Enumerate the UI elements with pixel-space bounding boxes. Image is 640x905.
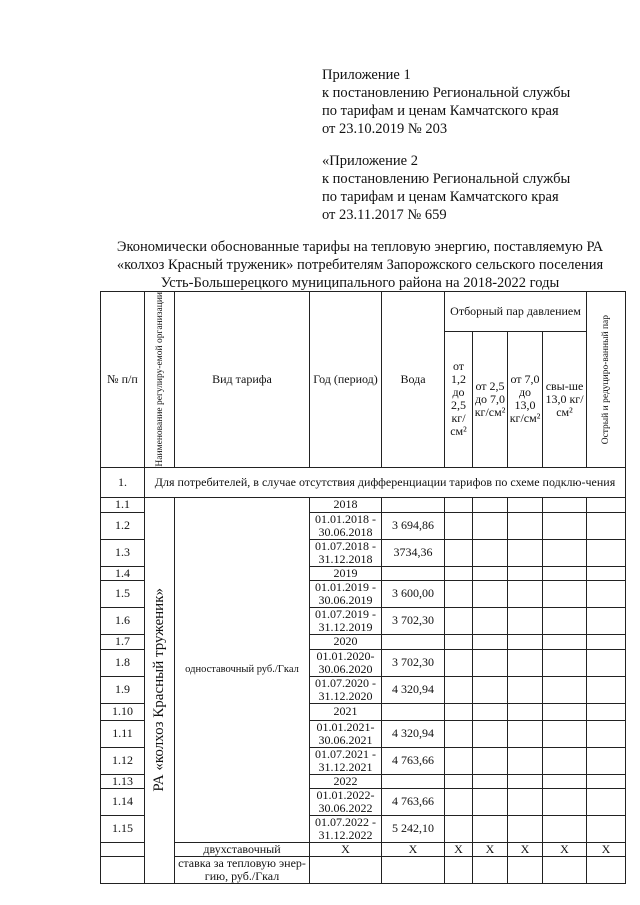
empty-cell [473, 747, 508, 774]
cross-mark: X [445, 842, 473, 856]
empty-cell [473, 607, 508, 634]
cross-mark: X [310, 842, 382, 856]
document-title [90, 238, 630, 292]
empty-cell [473, 539, 508, 566]
empty-cell [508, 649, 543, 676]
table-row [101, 497, 626, 512]
empty-cell [473, 774, 508, 788]
water-value [382, 774, 445, 788]
empty-cell [543, 703, 587, 720]
empty-cell [445, 539, 473, 566]
section-text: Для потребителей, в случае отсутствия дифференциации тарифов по схеме подклю-чения [145, 467, 626, 497]
empty-cell [101, 856, 145, 883]
empty-cell [543, 634, 587, 649]
water-value: 3 600,00 [382, 580, 445, 607]
empty-cell [445, 634, 473, 649]
cross-mark: X [473, 842, 508, 856]
empty-cell [587, 649, 626, 676]
water-value [382, 566, 445, 580]
row-number: 1.10 [101, 703, 145, 720]
cross-mark: X [587, 842, 626, 856]
empty-cell [310, 856, 382, 883]
period-cell: 01.01.2019 - 30.06.2019 [310, 580, 382, 607]
period-cell: 01.01.2020- 30.06.2020 [310, 649, 382, 676]
empty-cell [543, 747, 587, 774]
header-steam-group: Отборный пар давлением [445, 292, 587, 332]
empty-cell [445, 607, 473, 634]
heat-rate-row [101, 856, 626, 883]
tariff-single-rate: одноставочный руб./Гкал [175, 497, 310, 842]
period-cell: 01.01.2022- 30.06.2022 [310, 788, 382, 815]
empty-cell [445, 788, 473, 815]
header-period: Год (период) [310, 292, 382, 468]
row-number: 1.1 [101, 497, 145, 512]
appendix-1-line: по тарифам и ценам Камчатского края [322, 103, 559, 119]
cross-mark: X [543, 842, 587, 856]
empty-cell [445, 649, 473, 676]
appendix-2-line: к постановлению Региональной службы [322, 171, 571, 187]
empty-cell [587, 539, 626, 566]
empty-cell [473, 788, 508, 815]
empty-cell [543, 607, 587, 634]
row-number: 1.3 [101, 539, 145, 566]
header-num: № п/п [101, 292, 145, 468]
cross-mark: X [382, 842, 445, 856]
water-value [382, 634, 445, 649]
org-name: РА «колхоз Красный труженик» [151, 588, 167, 792]
period-cell: 01.07.2019 - 31.12.2019 [310, 607, 382, 634]
empty-cell [543, 774, 587, 788]
appendix-1-line: от 23.10.2019 № 203 [322, 121, 448, 137]
empty-cell [543, 676, 587, 703]
empty-cell [508, 747, 543, 774]
empty-cell [445, 566, 473, 580]
appendix-1-line: Приложение 1 [322, 67, 411, 83]
empty-cell [587, 607, 626, 634]
empty-cell [543, 788, 587, 815]
empty-cell [543, 497, 587, 512]
period-cell: 01.01.2018 - 30.06.2018 [310, 512, 382, 539]
row-number: 1.8 [101, 649, 145, 676]
empty-cell [587, 497, 626, 512]
header-steam-4: свы-ше 13,0 кг/см² [543, 331, 587, 467]
empty-cell [508, 815, 543, 842]
empty-cell [508, 720, 543, 747]
period-cell: 2021 [310, 703, 382, 720]
empty-cell [445, 703, 473, 720]
empty-cell [587, 580, 626, 607]
empty-cell [473, 580, 508, 607]
period-cell: 2022 [310, 774, 382, 788]
empty-cell [445, 580, 473, 607]
empty-cell [508, 566, 543, 580]
period-cell: 01.07.2020 - 31.12.2020 [310, 676, 382, 703]
empty-cell [543, 566, 587, 580]
empty-cell [508, 580, 543, 607]
row-number: 1.12 [101, 747, 145, 774]
title-line: «колхоз Красный труженик» потребителям Запорожского сельского поселения [116, 257, 604, 273]
empty-cell [508, 539, 543, 566]
empty-cell [445, 856, 473, 883]
row-number: 1.2 [101, 512, 145, 539]
row-number: 1.5 [101, 580, 145, 607]
header-sharp-cell [587, 292, 626, 468]
empty-cell [445, 676, 473, 703]
header-steam-1: от 1,2 до 2,5 кг/см² [445, 331, 473, 467]
header-steam-3: от 7,0 до 13,0 кг/см² [508, 331, 543, 467]
period-cell: 2018 [310, 497, 382, 512]
two-rate-row [101, 842, 626, 856]
empty-cell [473, 634, 508, 649]
two-rate-label: двухставочный [175, 842, 310, 856]
row-number: 1.6 [101, 607, 145, 634]
empty-cell [508, 703, 543, 720]
empty-cell [587, 856, 626, 883]
empty-cell [445, 497, 473, 512]
water-value: 5 242,10 [382, 815, 445, 842]
period-cell: 2020 [310, 634, 382, 649]
empty-cell [508, 774, 543, 788]
appendix-2-line: по тарифам и ценам Камчатского края [322, 189, 559, 205]
water-value: 4 320,94 [382, 720, 445, 747]
header-tariff-type: Вид тарифа [175, 292, 310, 468]
empty-cell [445, 815, 473, 842]
row-number: 1.9 [101, 676, 145, 703]
empty-cell [473, 497, 508, 512]
empty-cell [508, 856, 543, 883]
water-value: 3 702,30 [382, 649, 445, 676]
period-cell: 01.07.2022 - 31.12.2022 [310, 815, 382, 842]
empty-cell [445, 747, 473, 774]
title-line: Усть-Большерецкого муниципального района на 2018-2022 годы [160, 275, 560, 291]
empty-cell [543, 856, 587, 883]
row-number: 1.14 [101, 788, 145, 815]
empty-cell [543, 649, 587, 676]
appendix-1-block [322, 66, 570, 138]
period-cell: 01.07.2018 - 31.12.2018 [310, 539, 382, 566]
empty-cell [587, 747, 626, 774]
empty-cell [445, 774, 473, 788]
row-number: 1.7 [101, 634, 145, 649]
period-cell: 01.07.2021 - 31.12.2021 [310, 747, 382, 774]
title-line: Экономически обоснованные тарифы на тепловую энергию, поставляемую РА [116, 239, 604, 255]
empty-cell [543, 580, 587, 607]
empty-cell [508, 497, 543, 512]
row-number: 1.11 [101, 720, 145, 747]
empty-cell [543, 539, 587, 566]
empty-cell [587, 815, 626, 842]
empty-cell [543, 512, 587, 539]
cross-mark: X [508, 842, 543, 856]
water-value: 4 763,66 [382, 788, 445, 815]
empty-cell [587, 720, 626, 747]
empty-cell [508, 607, 543, 634]
empty-cell [473, 720, 508, 747]
empty-cell [543, 720, 587, 747]
empty-cell [587, 676, 626, 703]
empty-cell [587, 703, 626, 720]
empty-cell [473, 512, 508, 539]
empty-cell [101, 842, 145, 856]
tariff-table [100, 291, 626, 884]
header-water: Вода [382, 292, 445, 468]
row-number: 1.13 [101, 774, 145, 788]
empty-cell [382, 856, 445, 883]
appendix-2-line: «Приложение 2 [322, 153, 418, 169]
empty-cell [508, 512, 543, 539]
heat-rate-label: ставка за тепловую энер-гию, руб./Гкал [175, 856, 310, 883]
empty-cell [543, 815, 587, 842]
empty-cell [587, 788, 626, 815]
empty-cell [587, 774, 626, 788]
appendix-2-block [322, 152, 570, 224]
water-value: 4 320,94 [382, 676, 445, 703]
header-org: Наименование регулиру-емой организации [154, 292, 165, 467]
empty-cell [445, 512, 473, 539]
empty-cell [445, 720, 473, 747]
header-org-cell [145, 292, 175, 468]
empty-cell [508, 676, 543, 703]
water-value [382, 497, 445, 512]
period-cell: 01.01.2021- 30.06.2021 [310, 720, 382, 747]
empty-cell [508, 634, 543, 649]
empty-cell [587, 566, 626, 580]
period-cell: 2019 [310, 566, 382, 580]
empty-cell [473, 566, 508, 580]
empty-cell [473, 649, 508, 676]
row-number: 1.4 [101, 566, 145, 580]
empty-cell [473, 815, 508, 842]
appendix-2-line: от 23.11.2017 № 659 [322, 207, 447, 223]
empty-cell [508, 788, 543, 815]
empty-cell [473, 703, 508, 720]
empty-cell [473, 856, 508, 883]
appendix-1-line: к постановлению Региональной службы [322, 85, 571, 101]
org-name-cell [145, 497, 175, 883]
empty-cell [587, 512, 626, 539]
header-steam-2: от 2,5 до 7,0 кг/см² [473, 331, 508, 467]
empty-cell [587, 634, 626, 649]
section-num: 1. [101, 467, 145, 497]
water-value: 4 763,66 [382, 747, 445, 774]
water-value: 3 702,30 [382, 607, 445, 634]
water-value: 3 694,86 [382, 512, 445, 539]
header-sharp: Острый и редуциро-ванный пар [601, 314, 611, 444]
empty-cell [473, 676, 508, 703]
water-value: 3734,36 [382, 539, 445, 566]
row-number: 1.15 [101, 815, 145, 842]
water-value [382, 703, 445, 720]
